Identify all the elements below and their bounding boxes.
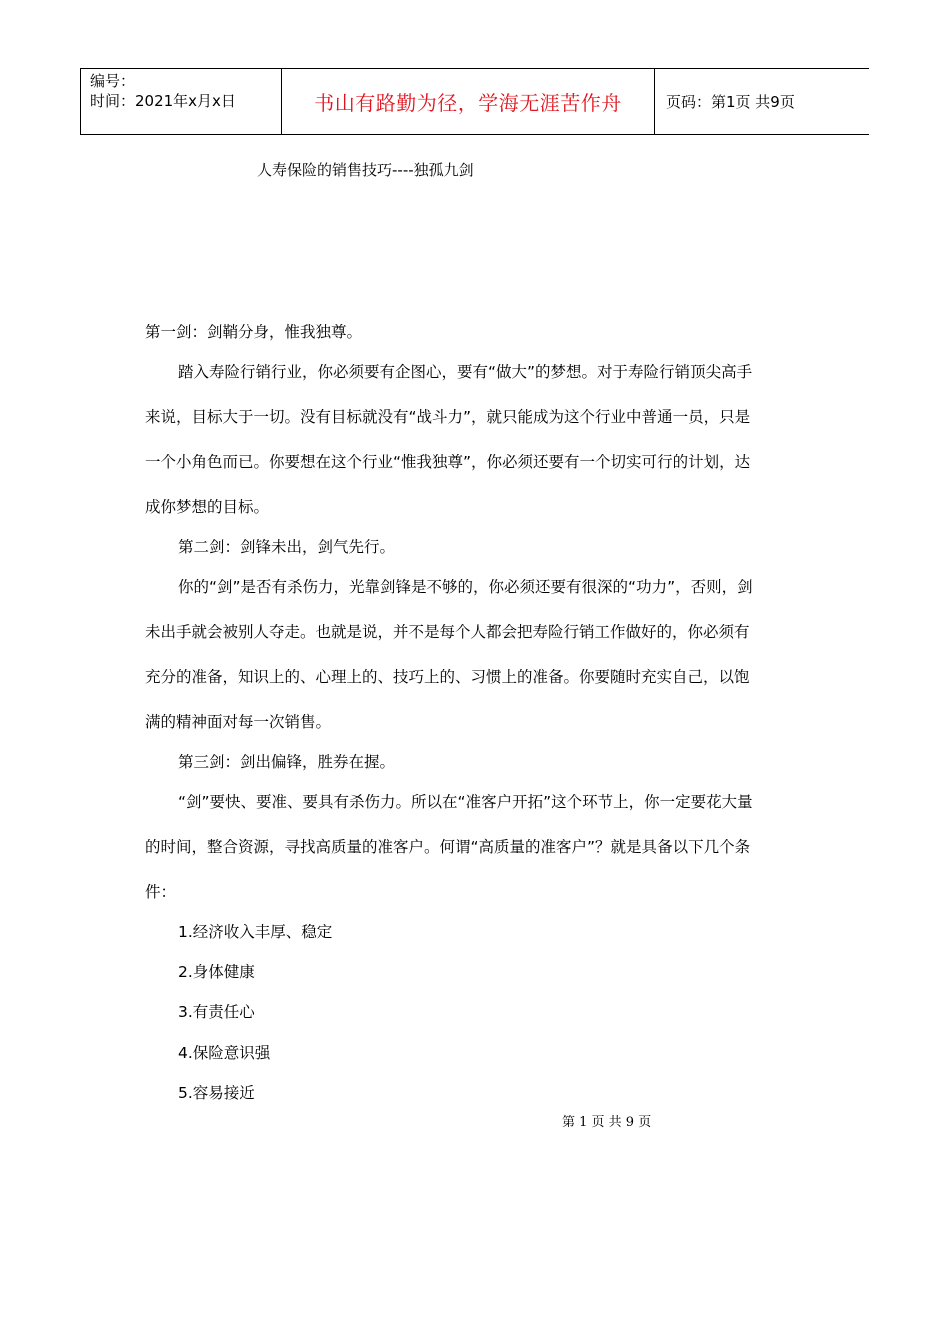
body-line: 成你梦想的目标。 xyxy=(145,498,270,516)
body-line: “剑”要快、要准、要具有杀伤力。所以在“准客户开拓”这个环节上，你一定要花大量 xyxy=(178,793,753,811)
body-line: 充分的准备，知识上的、心理上的、技巧上的、习惯上的准备。你要随时充实自己，以饱 xyxy=(145,668,750,686)
body-line: 你的“剑”是否有杀伤力，光靠剑锋是不够的，你必须还要有很深的“功力”，否则，剑 xyxy=(178,578,753,596)
section-heading: 第三剑：剑出偏锋，胜券在握。 xyxy=(178,753,396,771)
list-item: 3.有责任心 xyxy=(178,1003,255,1021)
document-title: 人寿保险的销售技巧----独孤九剑 xyxy=(257,161,474,179)
footer-page-number: 第 1 页 共 9 页 xyxy=(562,1115,652,1130)
header-page-cell xyxy=(655,69,869,134)
body-line: 踏入寿险行销行业，你必须要有企图心，要有“做大”的梦想。对于寿险行销顶尖高手 xyxy=(178,363,753,381)
header-motto: 书山有路勤为径，学海无涯苦作舟 xyxy=(314,91,622,115)
serial-label: 编号： xyxy=(90,72,136,90)
list-item: 1.经济收入丰厚、稳定 xyxy=(178,923,333,941)
body-line: 未出手就会被别人夺走。也就是说，并不是每个人都会把寿险行销工作做好的，你必须有 xyxy=(145,623,750,641)
header-meta-cell xyxy=(81,69,282,134)
section-heading: 第一剑：剑鞘分身，惟我独尊。 xyxy=(145,323,363,341)
list-item: 4.保险意识强 xyxy=(178,1044,271,1062)
body-line: 一个小角色而已。你要想在这个行业“惟我独尊”，你必须还要有一个切实可行的计划，达 xyxy=(145,453,751,471)
header-page-info: 页码：第1页 共9页 xyxy=(666,93,795,111)
header-motto-cell xyxy=(282,69,655,134)
body-line: 来说，目标大于一切。没有目标就没有“战斗力”，就只能成为这个行业中普通一员，只是 xyxy=(145,408,751,426)
time-label: 时间：2021年x月x日 xyxy=(90,92,236,110)
header-table xyxy=(80,68,869,135)
body-line: 的时间，整合资源，寻找高质量的准客户。何谓“高质量的准客户”？就是具备以下几个条 xyxy=(145,838,751,856)
list-item: 2.身体健康 xyxy=(178,963,255,981)
body-line: 满的精神面对每一次销售。 xyxy=(145,713,332,731)
list-item: 5.容易接近 xyxy=(178,1084,255,1102)
body-line: 件： xyxy=(145,883,177,901)
section-heading: 第二剑：剑锋未出，剑气先行。 xyxy=(178,538,396,556)
